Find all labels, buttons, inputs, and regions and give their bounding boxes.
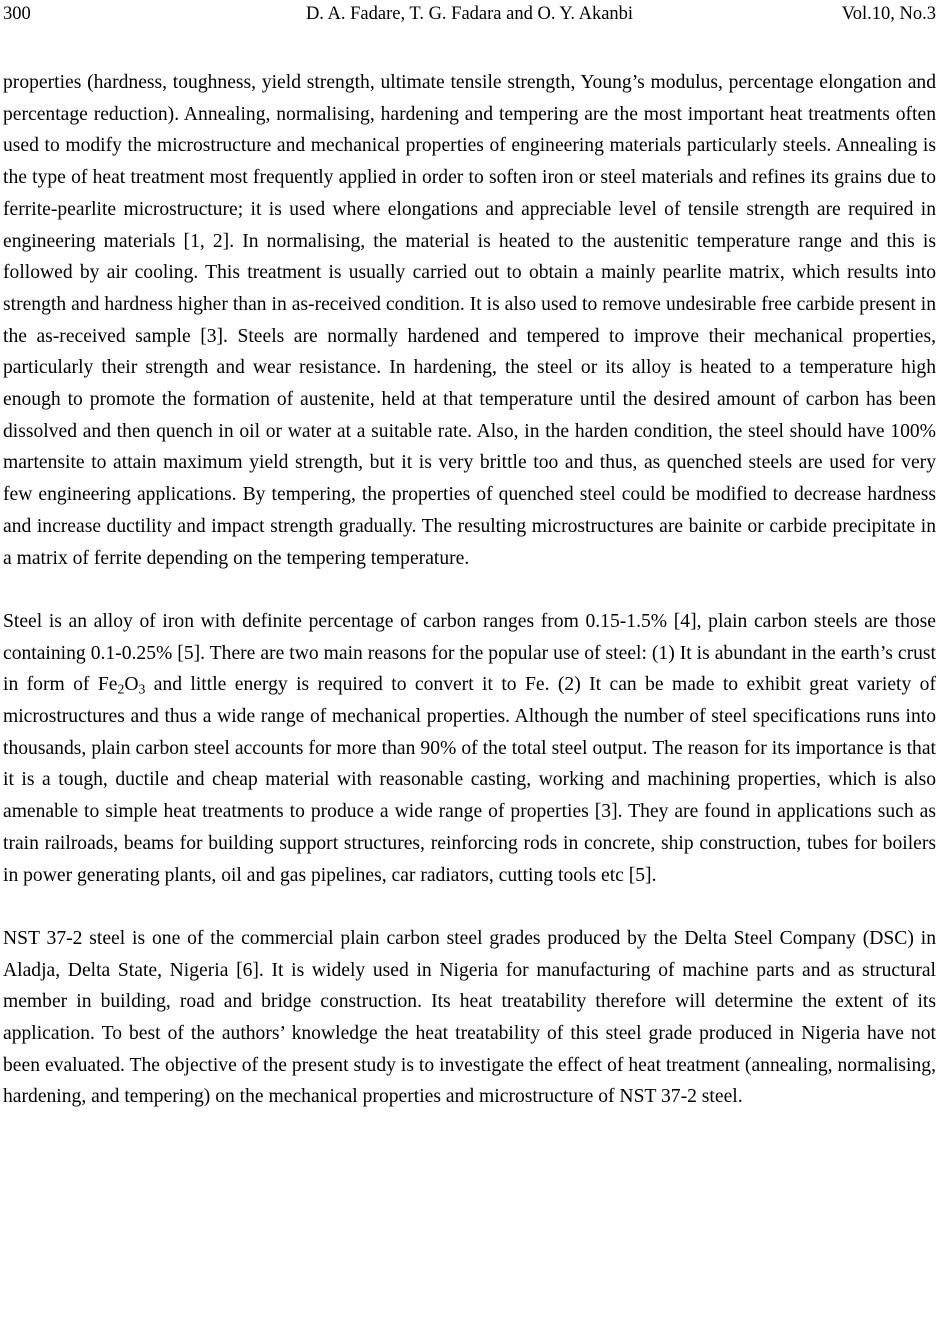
paragraph-text-segment: and little energy is required to convert it to Fe. (2) It can be made to exhibit great variety of microstructures and thus a wide range of mechanical properties. Although the number of steel specifications runs into thousands, plain carbon steel accounts for more than 90% of the total steel output. The reason for its importance is that it is a tough, ductile and cheap material with reasonable casting, working and machining properties, which is also amenable to simple heat treatments to produce a wide range of properties [3]. They are found in applications such as train railroads, beams for building support structures, reinforcing rods in concrete, ship construction, tubes for boilers in power generating plants, oil and gas pipelines, car radiators, cutting tools etc [5]. [3, 674, 936, 886]
article-body [3, 67, 936, 1113]
chemical-formula-fe2o3 [98, 674, 145, 695]
running-header-authors: D. A. Fadare, T. G. Fadara and O. Y. Akanbi [305, 4, 634, 24]
journal-volume: Vol.10, No.3 [841, 4, 936, 24]
paragraph-text-segment: Steel is an alloy of iron with definite percentage of carbon ranges from 0.15-1.5% [4], plain carbon steels are those containing 0.1-0.25% [5]. There are two main reasons for the popular use of steel: (1) It is abundant in the earth’s crust in form of [3, 610, 936, 696]
paragraph-steel-alloy [3, 606, 936, 891]
formula-subscript-fe: 2 [117, 681, 125, 697]
formula-element-fe: Fe [97, 674, 118, 696]
page-number: 300 [3, 4, 31, 24]
paragraph-nst-37-2-steel: NST 37-2 steel is one of the commercial plain carbon steel grades produced by the Delta Steel Company (DSC) in Aladja, Delta State, Nigeria [6]. It is widely used in Nigeria for manufacturing of machine parts and as structural member in building, road and bridge construction. Its heat treatability therefore will determine the extent of its application. To best of the authors’ knowledge the heat treatability of this steel grade produced in Nigeria have not been evaluated. The objective of the present study is to investigate the effect of heat treatment (annealing, normalising, hardening, and tempering) on the mechanical properties and microstructure of NST 37-2 steel. [3, 927, 936, 1108]
paragraph-heat-treatments: properties (hardness, toughness, yield strength, ultimate tensile strength, Young’s modulus, percentage elongation and percentage reduction). Annealing, normalising, hardening and tempering are the most important heat treatments often used to modify the microstructure and mechanical properties of engineering materials particularly steels. Annealing is the type of heat treatment most frequently applied in order to soften iron or steel materials and refines its grains due to ferrite-pearlite microstructure; it is used where elongations and appreciable level of tensile strength are required in engineering materials [1, 2]. In normalising, the material is heated to the austenitic temperature range and this is followed by air cooling. This treatment is usually carried out to obtain a mainly pearlite matrix, which results into strength and hardness higher than in as-received condition. It is also used to remove undesirable free carbide present in the as-received sample [3]. Steels are normally hardened and tempered to improve their mechanical properties, particularly their strength and wear resistance. In hardening, the steel or its alloy is heated to a temperature high enough to promote the formation of austenite, held at that temperature until the desired amount of carbon has been dissolved and then quench in oil or water at a suitable rate. Also, in the harden condition, the steel should have 100% martensite to attain maximum yield strength, but it is very brittle too and thus, as quenched steels are used for very few engineering applications. By tempering, the properties of quenched steel could be modified to decrease hardness and increase ductility and impact strength gradually. The resulting microstructures are bainite or carbide precipitate in a matrix of ferrite depending on the tempering temperature. [3, 72, 936, 569]
formula-subscript-o: 3 [138, 681, 146, 697]
formula-element-o: O [124, 674, 139, 696]
running-header [3, 2, 936, 26]
